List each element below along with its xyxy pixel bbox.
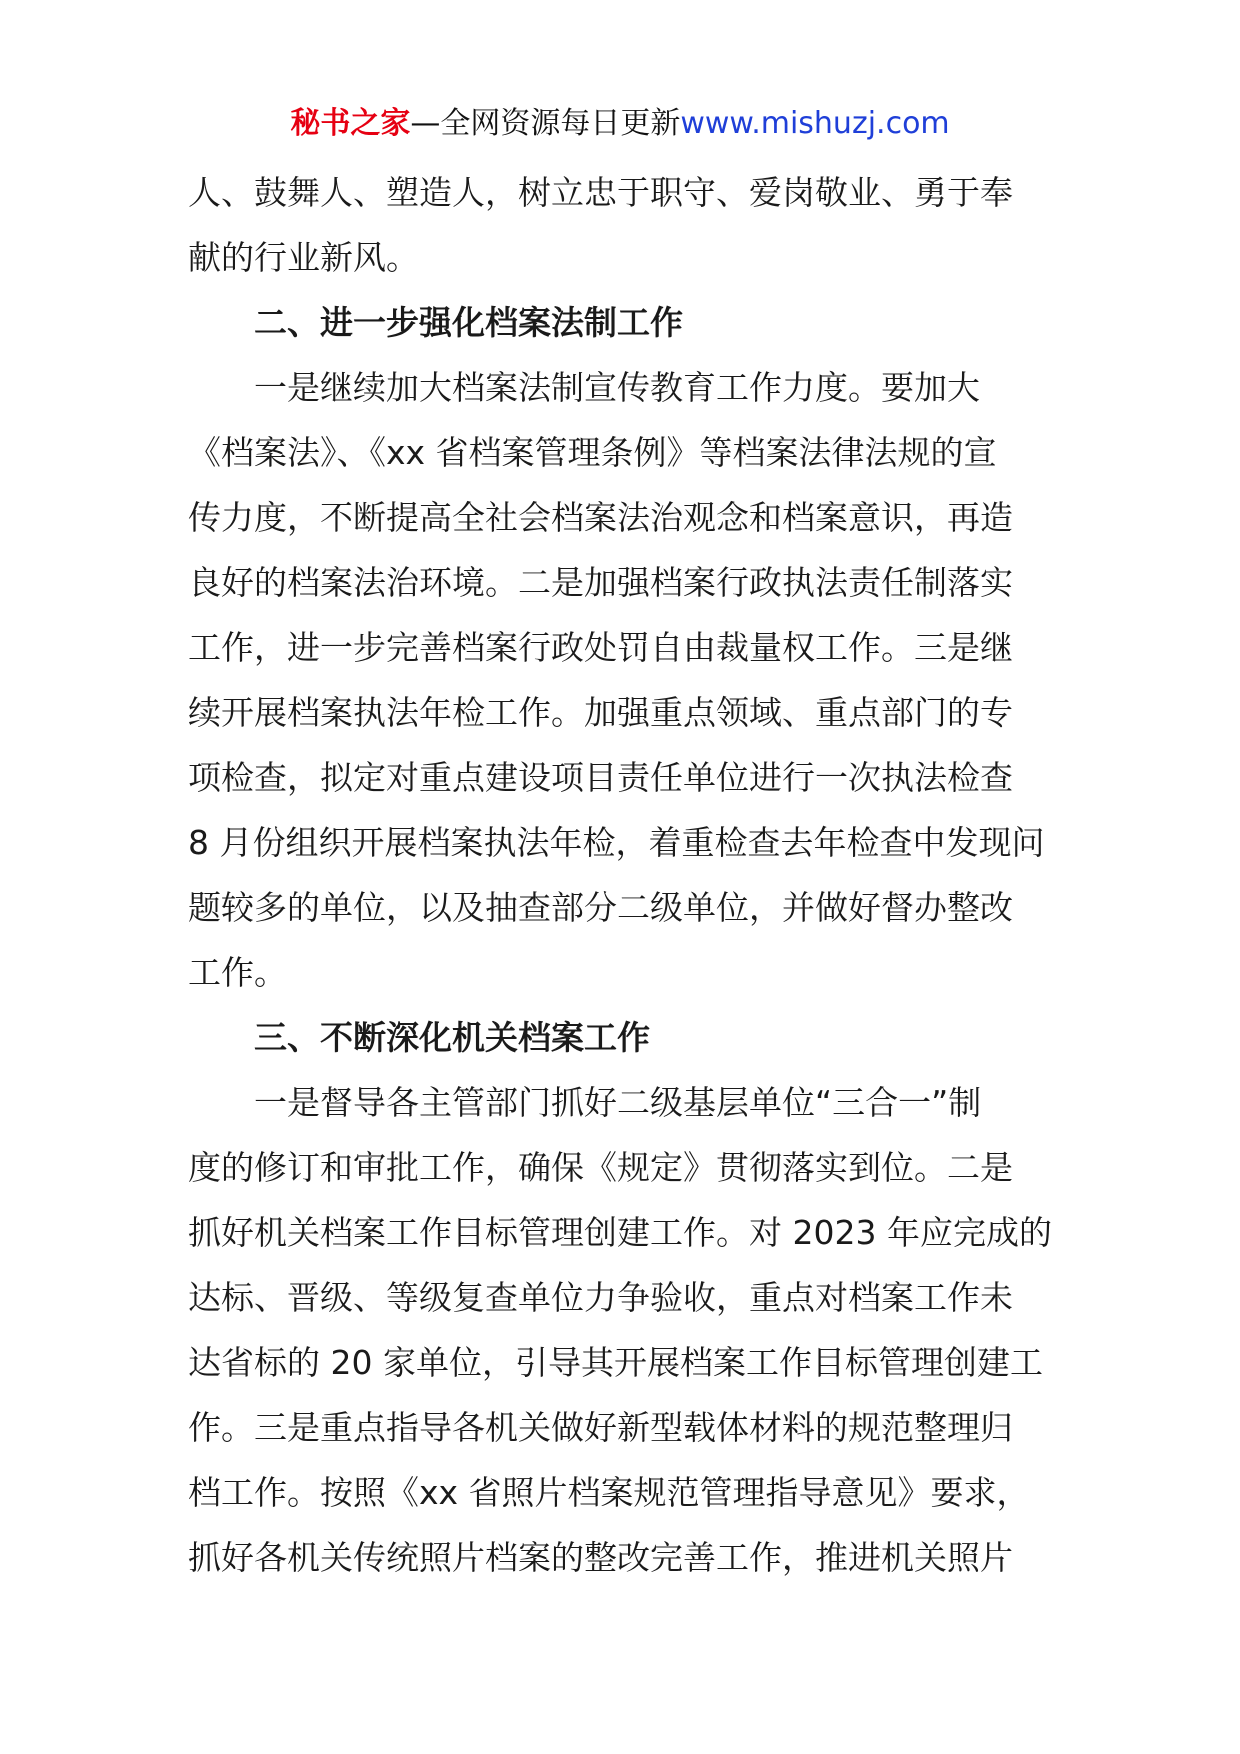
paragraph-line: 献的行业新风。 <box>188 238 419 277</box>
paragraph-line: 一是继续加大档案法制宣传教育工作力度。要加大 <box>254 368 980 407</box>
paragraph-line: 工作。 <box>188 953 287 992</box>
site-tagline: —全网资源每日更新 <box>410 106 681 141</box>
paragraph-line: 传力度，不断提高全社会档案法治观念和档案意识，再造 <box>188 498 1013 537</box>
paragraph-line: 达标、晋级、等级复查单位力争验收，重点对档案工作未 <box>188 1278 1013 1317</box>
paragraph-line: 档工作。按照《xx 省照片档案规范管理指导意见》要求， <box>188 1473 1030 1512</box>
paragraph-line: 度的修订和审批工作，确保《规定》贯彻落实到位。二是 <box>188 1148 1013 1187</box>
paragraph-line: 一是督导各主管部门抓好二级基层单位“三合一”制 <box>254 1083 982 1122</box>
document-body <box>188 160 1052 1590</box>
site-url-link[interactable]: www.mishuzj.com <box>680 106 950 141</box>
paragraph-line: 作。三是重点指导各机关做好新型载体材料的规范整理归 <box>188 1408 1013 1447</box>
paragraph-line: 8 月份组织开展档案执法年检，着重检查去年检查中发现问 <box>188 823 1045 862</box>
paragraph-line: 续开展档案执法年检工作。加强重点领域、重点部门的专 <box>188 693 1013 732</box>
paragraph-line: 项检查，拟定对重点建设项目责任单位进行一次执法检查 <box>188 758 1013 797</box>
section-heading: 三、不断深化机关档案工作 <box>254 1018 650 1057</box>
paragraph-line: 良好的档案法治环境。二是加强档案行政执法责任制落实 <box>188 563 1013 602</box>
paragraph-line: 抓好机关档案工作目标管理创建工作。对 2023 年应完成的 <box>188 1213 1052 1252</box>
paragraph-line: 题较多的单位，以及抽查部分二级单位，并做好督办整改 <box>188 888 1013 927</box>
paragraph-line: 《档案法》、《xx 省档案管理条例》等档案法律法规的宣 <box>188 433 997 472</box>
paragraph-line: 达省标的 20 家单位，引导其开展档案工作目标管理创建工 <box>188 1343 1043 1382</box>
paragraph-line: 人、鼓舞人、塑造人，树立忠于职守、爱岗敬业、勇于奉 <box>188 173 1013 212</box>
paragraph-line: 抓好各机关传统照片档案的整改完善工作，推进机关照片 <box>188 1538 1013 1577</box>
site-header <box>0 104 1240 144</box>
section-heading: 二、进一步强化档案法制工作 <box>254 303 683 342</box>
site-brand: 秘书之家 <box>290 106 411 141</box>
paragraph-line: 工作，进一步完善档案行政处罚自由裁量权工作。三是继 <box>188 628 1013 667</box>
